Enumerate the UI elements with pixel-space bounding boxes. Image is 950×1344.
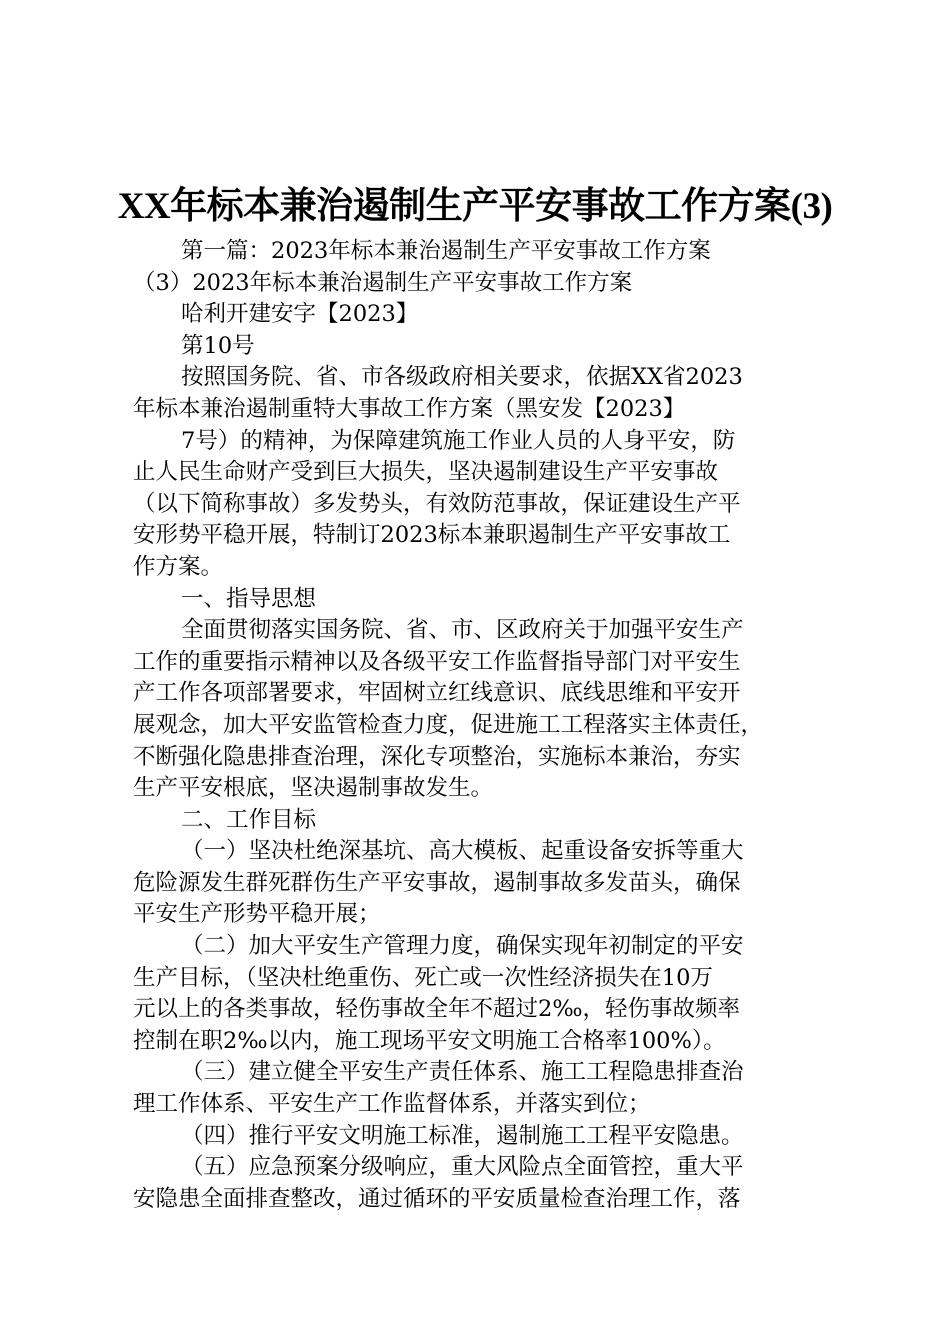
- text-line: 止人民生命财产受到巨大损失，坚决遏制建设生产平安事故: [133, 459, 719, 486]
- section-heading: 二、工作目标: [181, 806, 317, 833]
- text-line: 作方案。: [133, 553, 224, 580]
- text-line: （3）2023年标本兼治遏制生产平安事故工作方案: [133, 269, 633, 296]
- text-line: 平安生产形势平稳开展；: [133, 901, 381, 928]
- text-line: 安隐患全面排查整改，通过循环的平安质量检查治理工作，落: [133, 1185, 741, 1212]
- document-body: [133, 236, 823, 1215]
- text-line: 第一篇：2023年标本兼治遏制生产平安事故工作方案: [181, 238, 711, 264]
- section-heading: 一、指导思想: [181, 585, 317, 612]
- text-line: 生产目标，（坚决杜绝重伤、死亡或一次性经济损失在10万: [133, 964, 713, 991]
- text-line: 元以上的各类事故，轻伤事故全年不超过2‰，轻伤事故频率: [133, 996, 741, 1023]
- text-line: 7号）的精神，为保障建筑施工作业人员的人身平安，防: [181, 427, 736, 454]
- text-line: 年标本兼治遏制重特大事故工作方案（黑安发【2023】: [133, 395, 686, 422]
- text-line: （三）建立健全平安生产责任体系、施工工程隐患排查治: [181, 1059, 744, 1086]
- text-line: 安形势平稳开展，特制订2023标本兼职遏制生产平安事故工: [133, 522, 731, 549]
- text-line: 哈利开建安字【2023】: [181, 301, 419, 328]
- text-line: 第10号: [181, 332, 255, 359]
- text-line: 全面贯彻落实国务院、省、市、区政府关于加强平安生产: [181, 617, 744, 644]
- text-line: （一）坚决杜绝深基坑、高大模板、起重设备安拆等重大: [181, 838, 744, 865]
- text-line: 工作的重要指示精神以及各级平安工作监督指导部门对平安生: [133, 648, 741, 675]
- text-line: 不断强化隐患排查治理，深化专项整治，实施标本兼治，夯实: [133, 743, 741, 770]
- text-line: （五）应急预案分级响应，重大风险点全面管控，重大平: [181, 1154, 744, 1181]
- text-line: （四）推行平安文明施工标准，遏制施工工程平安隐患。: [181, 1122, 744, 1149]
- text-line: 生产平安根底，坚决遏制事故发生。: [133, 775, 494, 802]
- text-line: （二）加大平安生产管理力度，确保实现年初制定的平安: [181, 933, 744, 960]
- document-title: XX年标本兼治遏制生产平安事故工作方案(3): [117, 186, 833, 227]
- text-line: 危险源发生群死群伤生产平安事故，遏制事故多发苗头，确保: [133, 869, 741, 896]
- text-line: 按照国务院、省、市各级政府相关要求，依据XX省2023: [181, 364, 743, 391]
- text-line: 产工作各项部署要求，牢固树立红线意识、底线思维和平安开: [133, 680, 741, 707]
- text-line: 控制在职2‰以内，施工现场平安文明施工合格率100%）。: [133, 1027, 726, 1054]
- text-line: 理工作体系、平安生产工作监督体系，并落实到位；: [133, 1091, 651, 1118]
- text-line: 展观念，加大平安监管检查力度，促进施工工程落实主体责任，: [133, 711, 764, 738]
- text-line: （以下简称事故）多发势头，有效防范事故，保证建设生产平: [133, 490, 741, 517]
